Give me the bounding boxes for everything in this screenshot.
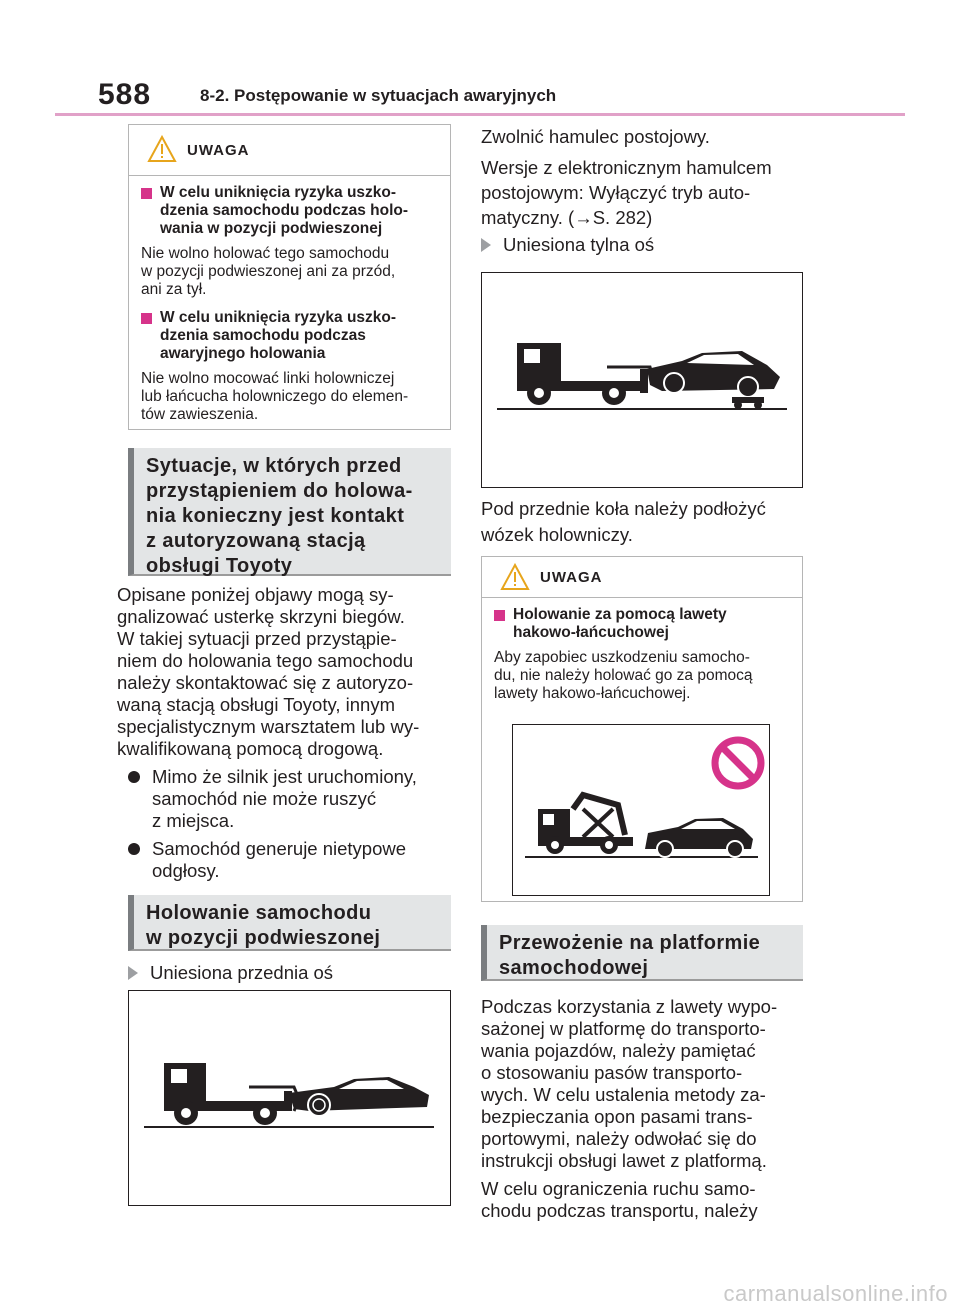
magenta-square-icon (494, 610, 505, 621)
warning-icon (500, 563, 530, 591)
caution-item-title-text: W celu uniknięcia ryzyka uszko- dzenia samochodu podczas awaryjnego holowania (160, 309, 397, 362)
section-heading-flatbed: Przewożenie na platformie samochodowej (481, 925, 803, 981)
electronic-brake-instruction: Wersje z elektronicznym hamulcem postojowym: Wyłączyć tryb auto- matyczny. (→S. 282) (481, 157, 772, 228)
prohibited-tow-illustration (513, 725, 769, 895)
watermark: carmanualsonline.info (723, 1281, 948, 1306)
caution-item-text: Aby zapobiec uszkodzeniu samocho- du, nie należy holować go za pomocą lawety hakowo-łańcuchowej. (494, 649, 753, 702)
caution-box-hanging-tow (128, 124, 451, 430)
symptom-bullet (128, 838, 458, 882)
page-number: 588 (98, 78, 152, 111)
figure-front-axle-raised (128, 990, 451, 1206)
magenta-square-icon (141, 313, 152, 324)
caution-item-title (141, 184, 440, 238)
bullet-text: Mimo że silnik jest uruchomiony, samochód nie może ruszyć z miejsca. (152, 766, 417, 831)
tow-truck-illustration (129, 991, 450, 1205)
caution-item-title-text: W celu uniknięcia ryzyka uszko- dzenia samochodu podczas holo- wania w pozycji podwieszonej (160, 184, 409, 237)
magenta-square-icon (141, 188, 152, 199)
section1-paragraph: Opisane poniżej objawy mogą sy- gnalizować usterkę skrzyni biegów. W takiej sytuacji przed przystąpie- niem do holowania tego samochodu należy skontaktować się z autoryzo- waną stacją obsługi Toyoty, innym specjalistycznym warsztatem lub wy- kwalifikowaną pomocą drogową. (117, 584, 420, 759)
caution-box-chain-tow (481, 556, 803, 902)
rear-axle-label: Uniesiona tylna oś (503, 234, 655, 255)
section-heading-toyota-contact: Sytuacje, w których przed przystąpieniem do holowa- nia konieczny jest kontakt z autoryzowaną stacją obsługi Toyoty (128, 448, 451, 576)
caution-header (482, 557, 802, 598)
dolly-instruction: Pod przednie koła należy podłożyć wózek holowniczy. (481, 498, 766, 545)
caution-item-title (494, 606, 792, 642)
flatbed-paragraph: Podczas korzystania z lawety wypo- sażonej w platformę do transporto- wania pojazdów, należy pamiętać o stosowaniu pasów transporto- wych. W celu ustalenia metody za- bezpieczania opon pasami trans- portowymi, należy odwołać się do instrukcji obsługi lawet z platformą. (481, 996, 778, 1171)
caution-item-title (141, 309, 440, 363)
caution-body (482, 598, 802, 703)
bullet-dot-icon (128, 771, 140, 783)
parking-brake-instruction: Zwolnić hamulec postojowy. (481, 126, 710, 147)
front-axle-label: Uniesiona przednia oś (150, 962, 334, 983)
caution-item-text: Nie wolno holować tego samochodu w pozycji podwieszonej ani za przód, ani za tył. (141, 245, 396, 298)
bullet-text: Samochód generuje nietypowe odgłosy. (152, 838, 407, 881)
section-heading-hanging-tow: Holowanie samochodu w pozycji podwieszonej (128, 895, 451, 951)
triangle-marker-icon (481, 238, 491, 252)
caution-body (129, 176, 450, 424)
figure-chain-tow-prohibited (512, 724, 770, 896)
rear-axle-caption (481, 234, 654, 256)
caution-header (129, 125, 450, 176)
header-rule (55, 113, 905, 116)
symptom-bullet (128, 766, 458, 832)
front-axle-caption (128, 962, 333, 984)
tow-truck-dolly-illustration (482, 273, 802, 487)
caution-item-title-text: Holowanie za pomocą lawety hakowo-łańcuchowej (513, 606, 727, 641)
flatbed-paragraph-continued: W celu ograniczenia ruchu samo- chodu podczas transportu, należy (481, 1178, 758, 1221)
chapter-title: 8-2. Postępowanie w sytuacjach awaryjnych (200, 86, 557, 105)
caution-label: UWAGA (187, 142, 250, 159)
figure-rear-axle-raised (481, 272, 803, 488)
bullet-dot-icon (128, 843, 140, 855)
warning-icon (147, 135, 177, 163)
caution-label: UWAGA (540, 569, 603, 586)
caution-item-text: Nie wolno mocować linki holowniczej lub łańcucha holowniczego do elemen- tów zawieszenia. (141, 370, 409, 423)
triangle-marker-icon (128, 966, 138, 980)
